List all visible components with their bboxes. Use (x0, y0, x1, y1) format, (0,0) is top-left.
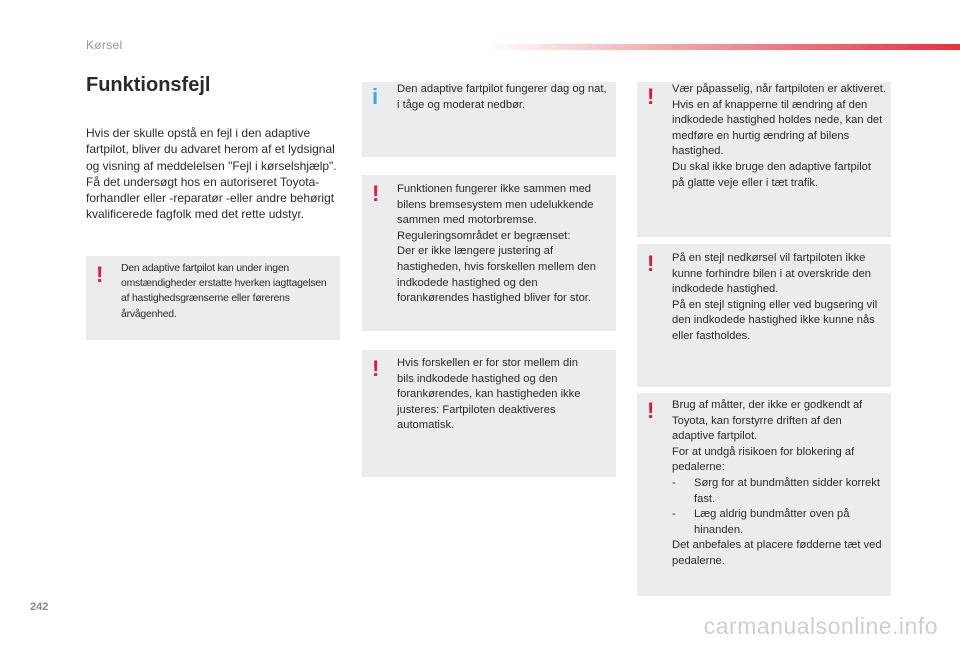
note-line: Brug af måtter, der ikke er godkendt af Toyota, kan forstyrre driften af den adaptive fartpilot. (672, 399, 863, 443)
warning-icon: ! (647, 251, 655, 276)
note-line: På en stejl stigning eller ved bugsering vil den indkodede hastighed ikke kunne nås eller fastholdes. (672, 298, 878, 342)
list-dash: - (672, 508, 676, 521)
warning-icon: ! (372, 181, 380, 206)
info-icon: i (372, 84, 379, 109)
list-item-text: Læg aldrig bundmåtter oven på hinanden. (694, 508, 850, 536)
list-dash: - (672, 476, 676, 489)
note-line: For at undgå risikoen for blokering af pedalerne: (672, 445, 855, 474)
note-line: Du skal ikke bruge den adaptive fartpilot på glatte veje eller i tæt trafik. (672, 160, 872, 189)
section-label: Kørsel (86, 38, 123, 52)
warning-icon: ! (96, 262, 104, 287)
warning-note-right-1-text (672, 82, 886, 191)
note-line: Vær påpasselig, når fartpiloten er aktiveret. Hvis en af knapperne til ændring af den indkodede hastighed holdes nede, kan det medføre en hurtig ændring af bilens hastighed. (672, 83, 886, 158)
note-line: Det anbefales at placere fødderne tæt ved pedalerne. (672, 539, 882, 567)
list-item (672, 507, 886, 538)
header-accent-bar (485, 44, 960, 50)
page-number: 242 (30, 601, 49, 613)
warning-icon: ! (647, 84, 655, 109)
watermark: carmanualsonline.info (703, 613, 938, 639)
warning-note-mid-1-text (397, 182, 609, 307)
list-item-text: Sørg for at bundmåtten sidder korrekt fast. (694, 476, 880, 505)
warning-note-right-3-text (672, 398, 886, 570)
note-line: Funktionen fungerer ikke sammen med bilens bremsesystem men udelukkende sammen med motorbremse. (397, 183, 594, 227)
note-line: Der er ikke længere justering af hastigheden, hvis forskellen mellem den indkodede hastighed og den forankørendes hastighed bliver for stor. (397, 245, 596, 305)
warning-note-left-text: Den adaptive fartpilot kan under ingen omstændigheder erstatte hverken iagttagelsen af hastighedsgrænserne eller førerens årvågenhed. (121, 263, 327, 320)
note-line: På en stejl nedkørsel vil fartpiloten ikke kunne forhindre bilen i at overskride den indkodede hastighed. (672, 252, 872, 296)
warning-note-mid-2-text: Hvis forskellen er for stor mellem din bils indkodede hastighed og den forankørendes, kan hastigheden ikke justeres: Fartpiloten deaktiveres automatisk. (397, 357, 581, 432)
intro-paragraph: Hvis der skulle opstå en fejl i den adaptive fartpilot, bliver du advaret herom af et lydsignal og visning af meddelelsen "Fejl i kørselshjælp". Få det undersøgt hos en autoriseret Toyota-forhandler eller -reparatør -eller andre behørigt kvalificerede fagfolk med det rette udstyr. (86, 126, 337, 222)
page-title: Funktionsfejl (86, 74, 211, 96)
info-note-text: Den adaptive fartpilot fungerer dag og nat, i tåge og moderat nedbør. (397, 83, 607, 111)
warning-icon: ! (372, 356, 380, 381)
list-item (672, 476, 886, 507)
warning-icon: ! (647, 398, 655, 423)
note-line: Reguleringsområdet er begrænset: (397, 229, 571, 242)
warning-note-right-2-text (672, 251, 886, 345)
